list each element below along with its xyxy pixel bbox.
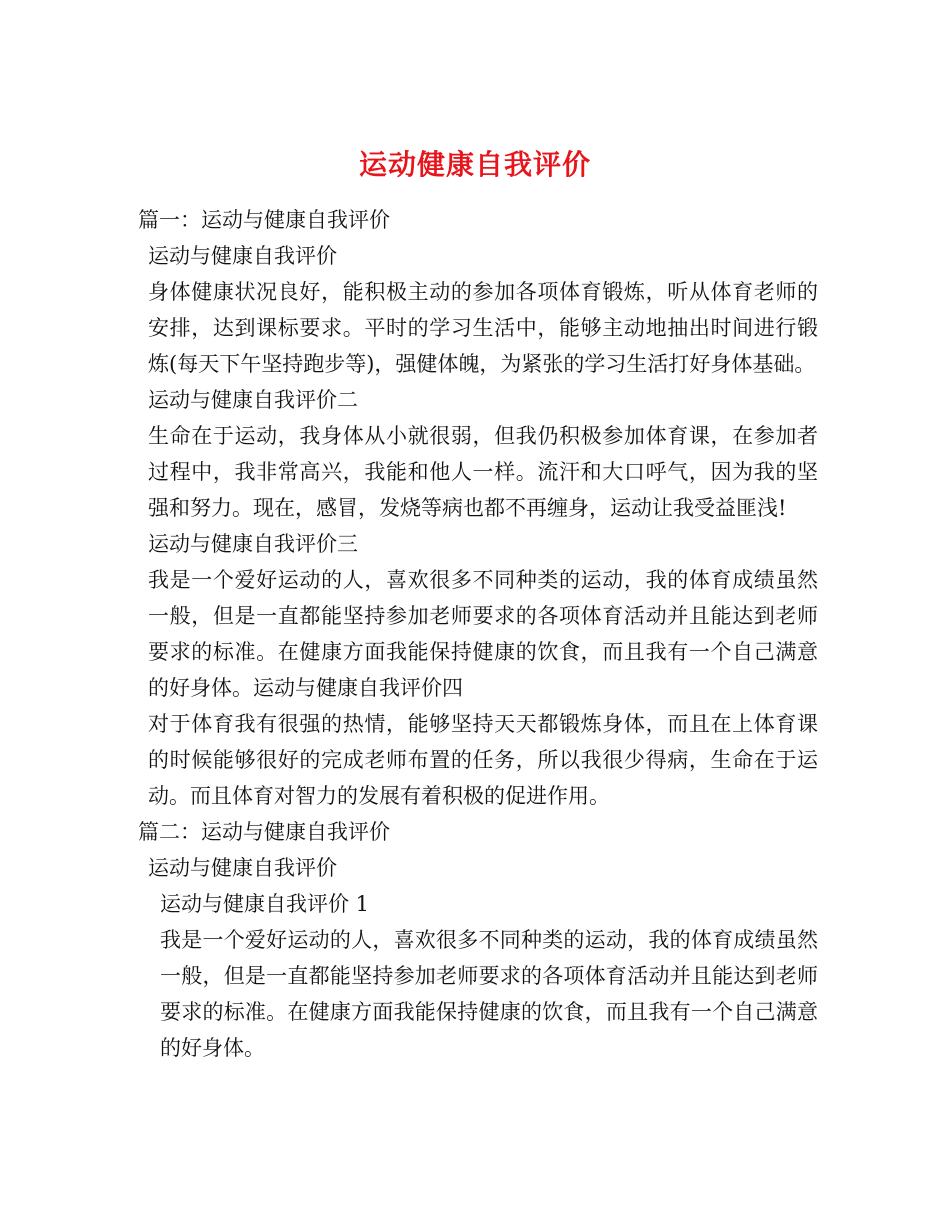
paragraph: 身体健康状况良好，能积极主动的参加各项体育锻炼，听从体育老师的安排，达到课标要求。平时的学习生活中，能够主动地抽出时间进行锻炼(每天下午坚持跑步等)，强健体魄，为紧张的学习生活打好身体基础。 xyxy=(148,280,818,376)
subheading: 运动与健康自我评价二 xyxy=(148,388,358,412)
paragraph: 我是一个爱好运动的人，喜欢很多不同种类的运动，我的体育成绩虽然一般，但是一直都能坚持参加老师要求的各项体育活动并且能达到老师要求的标准。在健康方面我能保持健康的饮食，而且我有一个自己满意的好身体。运动与健康自我评价四 xyxy=(148,568,818,700)
subheading: 运动与健康自我评价 xyxy=(148,244,337,268)
paragraph: 我是一个爱好运动的人，喜欢很多不同种类的运动，我的体育成绩虽然一般，但是一直都能坚持参加老师要求的各项体育活动并且能达到老师要求的标准。在健康方面我能保持健康的饮食，而且我有一个自己满意的好身体。 xyxy=(160,928,818,1060)
paragraph: 对于体育我有很强的热情，能够坚持天天都锻炼身体，而且在上体育课的时候能够很好的完成老师布置的任务，所以我很少得病，生命在于运动。而且体育对智力的发展有着积极的促进作用。 xyxy=(148,712,818,808)
document-body xyxy=(138,202,818,1066)
section-heading-1: 篇一：运动与健康自我评价 xyxy=(138,208,390,232)
subheading: 运动与健康自我评价 1 xyxy=(160,892,370,916)
subheading: 运动与健康自我评价三 xyxy=(148,532,358,556)
paragraph: 生命在于运动，我身体从小就很弱，但我仍积极参加体育课，在参加者过程中，我非常高兴，我能和他人一样。流汗和大口呼气，因为我的坚强和努力。现在，感冒，发烧等病也都不再缠身，运动让我受益匪浅! xyxy=(148,424,818,520)
section-heading-2: 篇二：运动与健康自我评价 xyxy=(138,820,390,844)
document-title: 运动健康自我评价 xyxy=(358,147,591,181)
subheading: 运动与健康自我评价 xyxy=(148,856,337,880)
